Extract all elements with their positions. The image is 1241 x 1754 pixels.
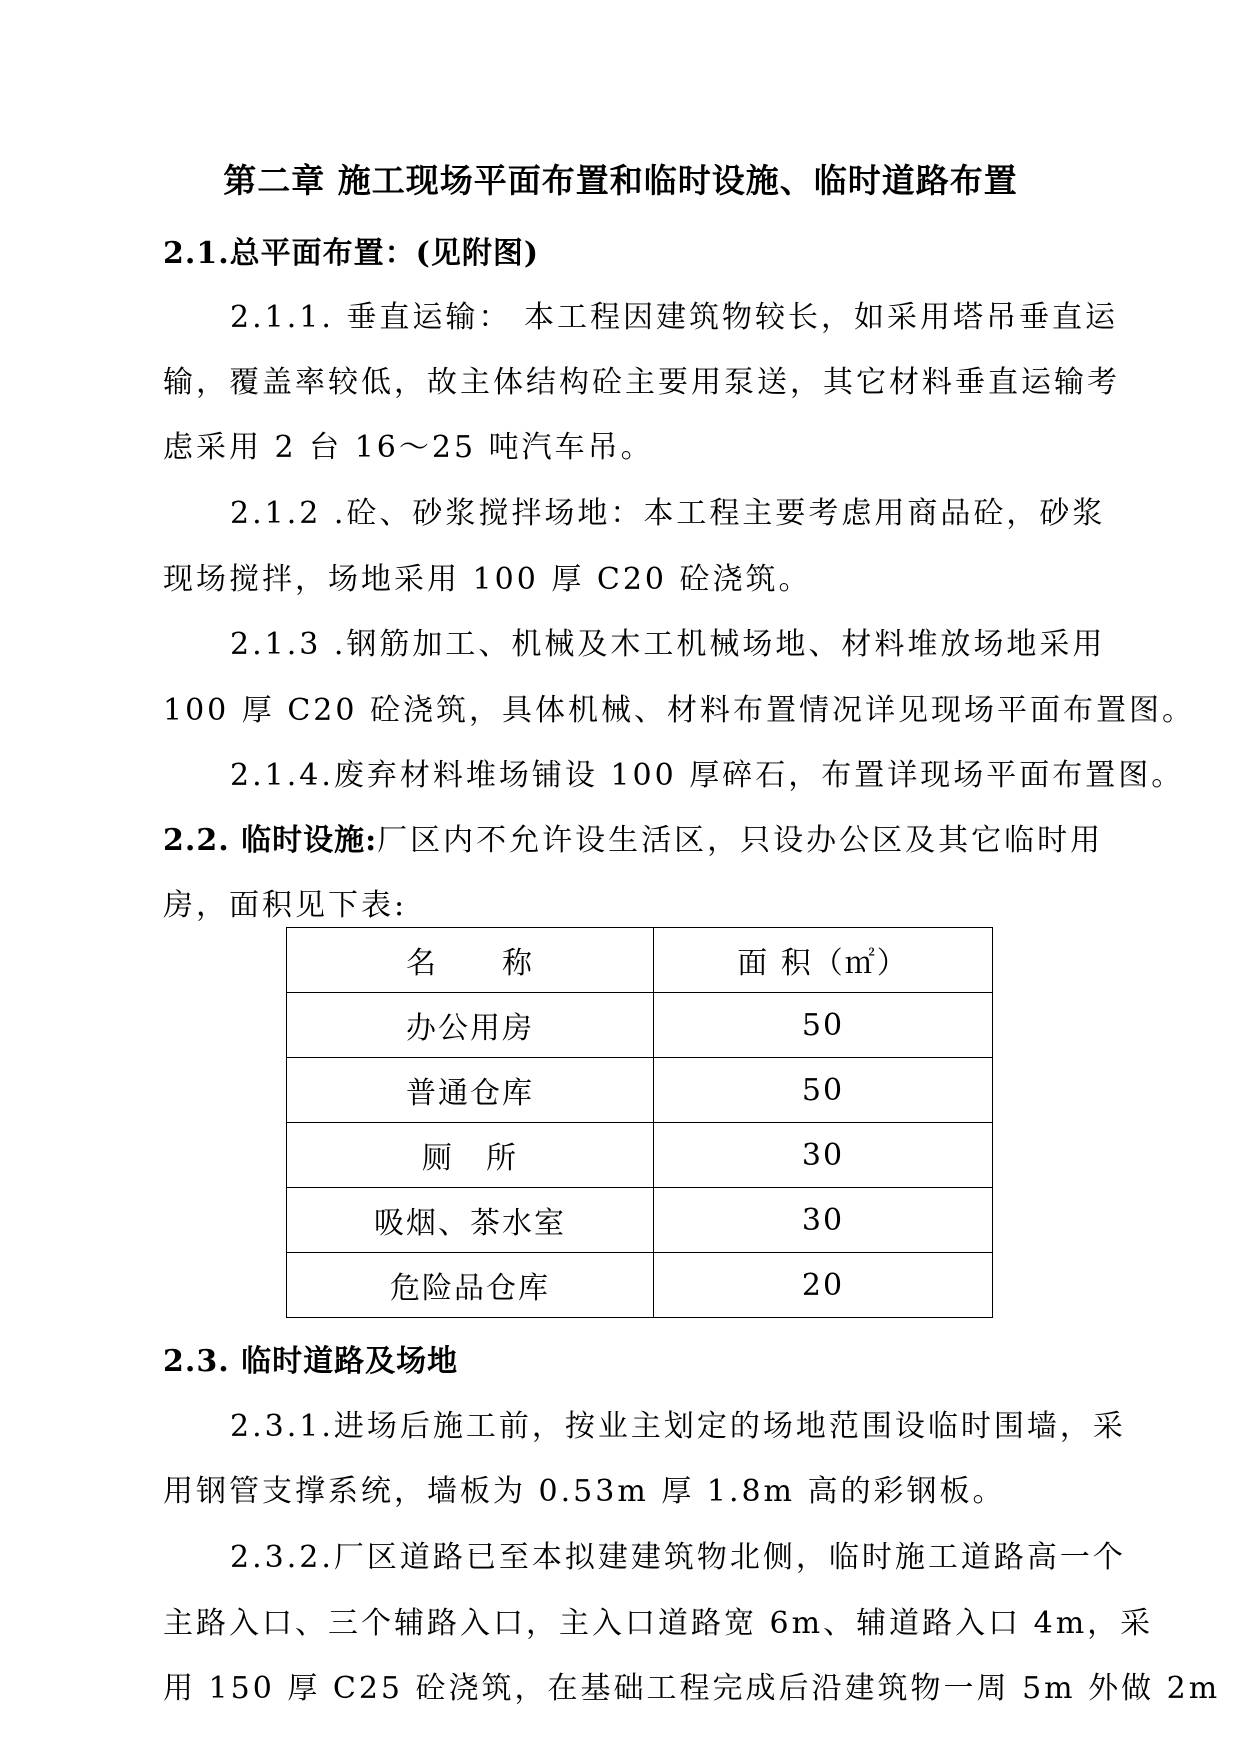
- table-cell: 危险品仓库: [287, 1253, 654, 1318]
- temporary-facilities-table: [286, 927, 993, 1318]
- table-row: [287, 1188, 993, 1253]
- para-2-1-2-line-1: 2.1.2 .砼、砂浆搅拌场地：本工程主要考虑用商品砼，砂浆: [230, 496, 1106, 531]
- table-cell: 厕 所: [287, 1123, 654, 1188]
- section-2-2-line-1: [163, 815, 1103, 859]
- para-2-3-2-line-3: 用 150 厚 C25 砼浇筑，在基础工程完成后沿建筑物一周 5m 外做 2m: [163, 1671, 1221, 1706]
- section-2-2-text: 厂区内不允许设生活区，只设办公区及其它临时用: [377, 823, 1104, 858]
- table-cell: 吸烟、茶水室: [287, 1188, 654, 1253]
- para-2-1-1-line-1: 2.1.1. 垂直运输： 本工程因建筑物较长，如采用塔吊垂直运: [230, 300, 1118, 335]
- para-2-3-2-line-2: 主路入口、三个辅路入口，主入口道路宽 6m、辅道路入口 4m，采: [163, 1606, 1154, 1641]
- para-2-1-1-line-2: 输，覆盖率较低，故主体结构砼主要用泵送，其它材料垂直运输考: [163, 365, 1120, 400]
- para-2-1-3-line-2: 100 厚 C20 砼浇筑，具体机械、材料布置情况详见现场平面布置图。: [163, 693, 1195, 728]
- table-row: [287, 993, 993, 1058]
- table-cell: 20: [654, 1253, 993, 1318]
- table-row: [287, 1123, 993, 1188]
- table-cell: 50: [654, 1058, 993, 1123]
- table-cell: 办公用房: [287, 993, 654, 1058]
- table-cell: 30: [654, 1188, 993, 1253]
- table-row: [287, 1058, 993, 1123]
- table-header-area: 面 积（㎡）: [654, 928, 993, 993]
- chapter-title: 第二章 施工现场平面布置和临时设施、临时道路布置: [223, 161, 1018, 200]
- para-2-3-1-line-2: 用钢管支撑系统，墙板为 0.53m 厚 1.8m 高的彩钢板。: [163, 1474, 1006, 1509]
- table-row: [287, 1253, 993, 1318]
- para-2-1-4-line-1: 2.1.4.废弃材料堆场铺设 100 厚碎石，布置详现场平面布置图。: [230, 758, 1185, 793]
- table-header-name: 名 称: [287, 928, 654, 993]
- section-2-1-heading: 2.1.总平面布置：(见附图): [163, 236, 540, 271]
- para-2-3-2-line-1: 2.3.2.厂区道路已至本拟建建筑物北侧，临时施工道路高一个: [230, 1540, 1126, 1575]
- table-cell: 30: [654, 1123, 993, 1188]
- para-2-1-2-line-2: 现场搅拌，场地采用 100 厚 C20 砼浇筑。: [163, 562, 812, 597]
- section-2-2-line-2: 房，面积见下表:: [163, 888, 408, 923]
- section-2-3-heading: 2.3. 临时道路及场地: [163, 1344, 459, 1379]
- para-2-1-3-line-1: 2.1.3 .钢筋加工、机械及木工机械场地、材料堆放场地采用: [230, 627, 1106, 662]
- para-2-3-1-line-1: 2.3.1.进场后施工前，按业主划定的场地范围设临时围墙，采: [230, 1409, 1126, 1444]
- section-2-2-heading: 2.2. 临时设施:: [163, 823, 378, 858]
- table-cell: 普通仓库: [287, 1058, 654, 1123]
- table-cell: 50: [654, 993, 993, 1058]
- para-2-1-1-line-3: 虑采用 2 台 16～25 吨汽车吊。: [163, 430, 654, 465]
- table-header-row: [287, 928, 993, 993]
